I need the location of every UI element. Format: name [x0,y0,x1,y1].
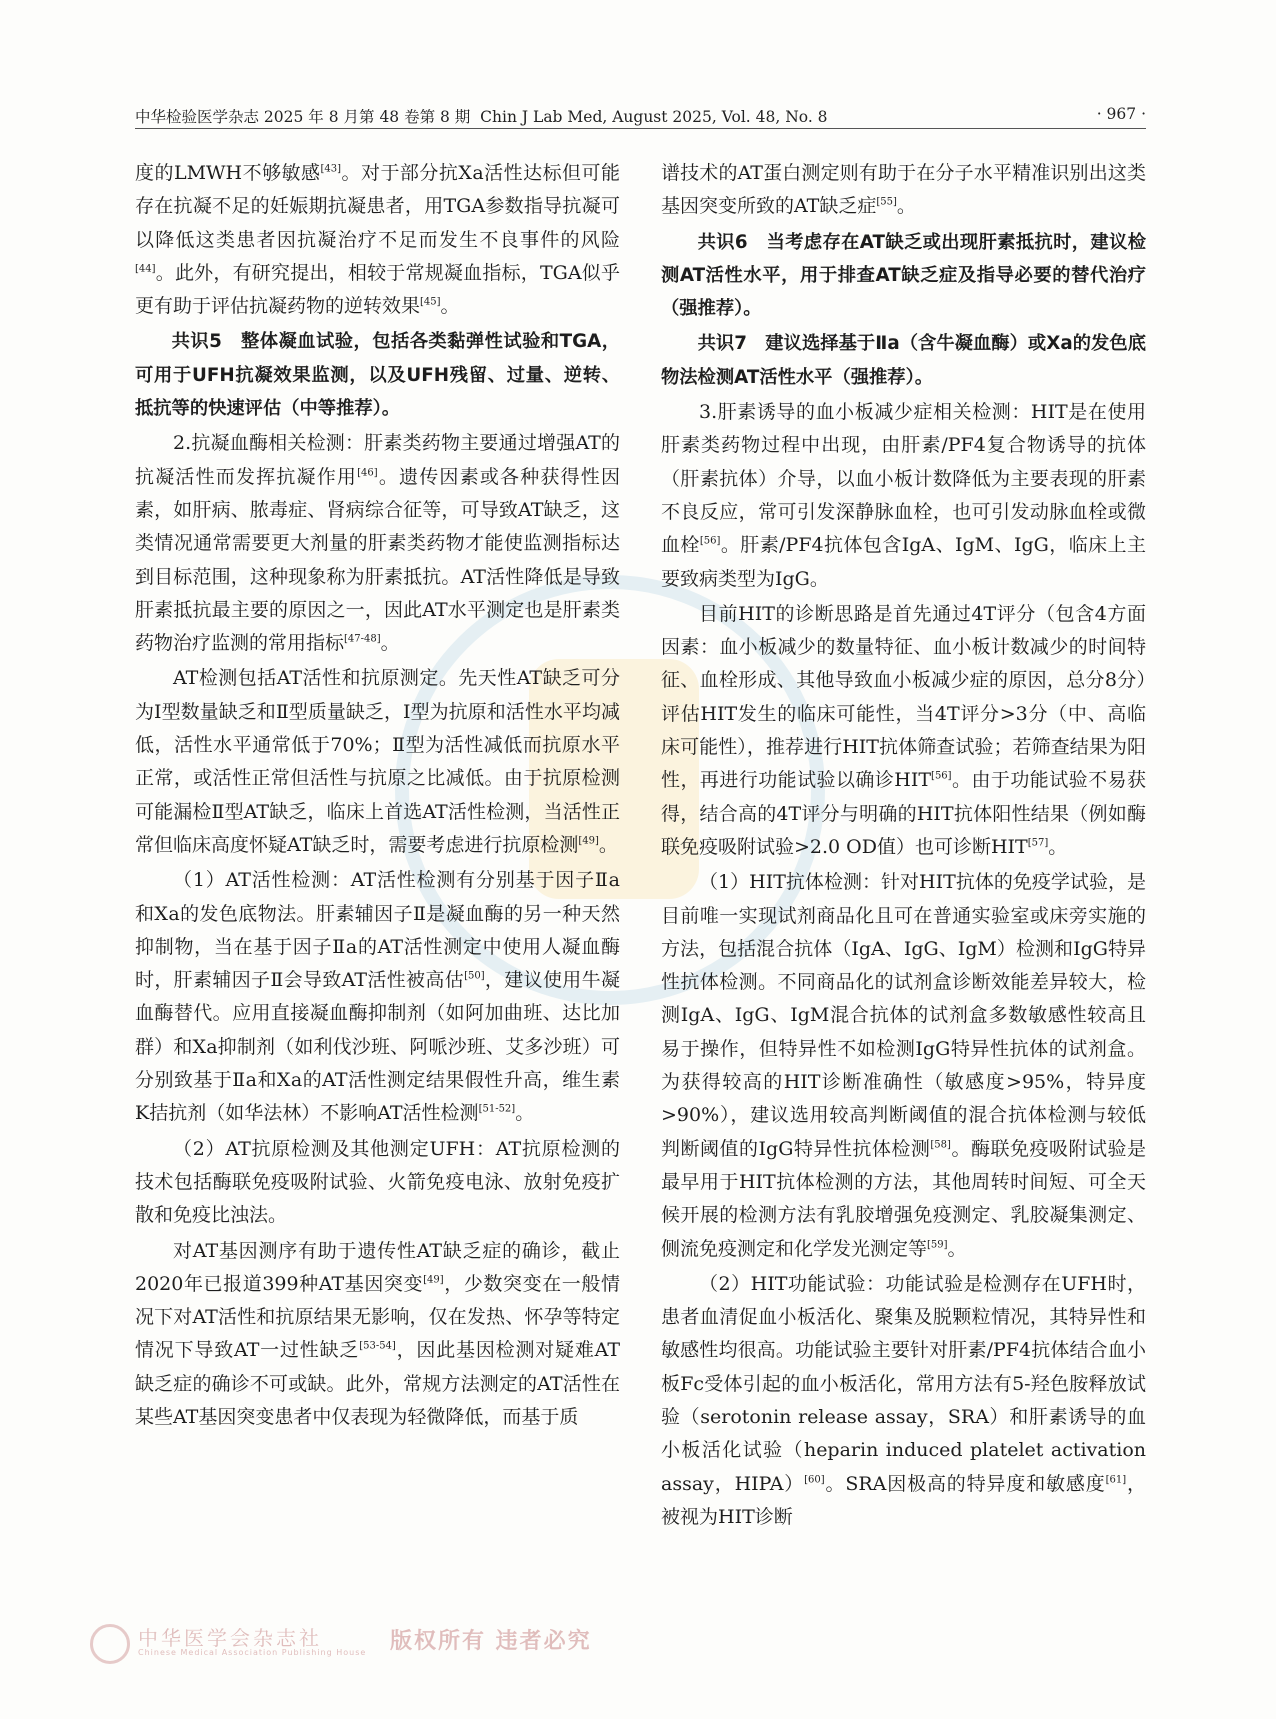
paragraph: 对AT基因测序有助于遗传性AT缺乏症的确诊，截止2020年已报道399种AT基因突变[49]，少数突变在一般情况下对AT活性和抗原结果无影响，仅在发热、怀孕等特定情况下导致AT一过性缺乏[53-54]，因此基因检测对疑难AT缺乏症的确诊不可或缺。此外，常规方法测定的AT活性在某些AT基因突变患者中仅表现为轻微降低，而基于质 [135,1239,621,1428]
paragraph: （1）AT活性检测：AT活性检测有分别基于因子Ⅱa和Ⅹa的发色底物法。肝素辅因子Ⅱ是凝血酶的另一种天然抑制物，当在基于因子Ⅱa的AT活性测定中使用人凝血酶时，肝素辅因子Ⅱ会导致AT活性被高估[50]，建议使用牛凝血酶替代。应用直接凝血酶抑制剂（如阿加曲班、达比加群）和Ⅹa抑制剂（如利伐沙班、阿哌沙班、艾多沙班）可分别致基于Ⅱa和Ⅹa的AT活性测定结果假性升高，维生素K拮抗剂（如华法林）不影响AT活性检测[51-52]。 [135,869,620,1125]
consensus-7: 共识7 建议选择基于Ⅱa（含牛凝血酶）或Ⅹa的发色底物法检测AT活性水平（强推荐）。 [661,333,1146,388]
citation: [44] [135,263,156,275]
paragraph: 3.肝素诱导的血小板减少症相关检测：HIT是在使用肝素类药物过程中出现，由肝素/PF4复合物诱导的抗体（肝素抗体）介导，以血小板计数降低为主要表现的肝素不良反应，常可引发深静脉血栓，也可引发动脉血栓或微血栓[56]。肝素/PF4抗体包含IgA、IgM、IgG，临床上主要致病类型为IgG。 [661,401,1146,590]
citation: [56] [699,535,721,547]
page-number: · 967 · [1096,105,1146,123]
citation: [49] [578,835,599,847]
citation: [58] [930,1139,951,1151]
paragraph: AT检测包括AT活性和抗原测定。先天性AT缺乏可分为Ⅰ型数量缺乏和Ⅱ型质量缺乏，Ⅰ型为抗原和活性水平均减低，活性水平通常低于70%；Ⅱ型为活性减低而抗原水平正常，或活性正常但活性与抗原之比减低。由于抗原检测可能漏检Ⅱ型AT缺乏，临床上首选AT活性检测，当活性正常但临床高度怀疑AT缺乏时，需要考虑进行抗原检测[49]。 [135,667,620,856]
paragraph: 度的LMWH不够敏感[43]。对于部分抗Ⅹa活性达标但可能存在抗凝不足的妊娠期抗凝患者，用TGA参数指导抗凝可以降低这类患者因抗凝治疗不足而发生不良事件的风险[44]。此外，有研究提出，相较于常规凝血指标，TGA似乎更有助于评估抗凝药物的逆转效果[45]。 [135,162,621,318]
citation: [46] [357,467,378,479]
publisher-watermark [90,1620,610,1668]
paragraph: （1）HIT抗体检测：针对HIT抗体的免疫学试验，是目前唯一实现试剂商品化且可在普通实验室或床旁实施的方法，包括混合抗体（IgA、IgG、IgM）检测和IgG特异性抗体检测。不同商品化的试剂盒诊断效能差异较大，检测IgA、IgG、IgM混合抗体的试剂盒多数敏感性较高且易于操作，但特异性不如检测IgG特异性抗体的试剂盒。为获得较高的HIT诊断准确性（敏感度>95%，特异度>90%），建议选用较高判断阈值的混合抗体检测与较低判断阈值的IgG特异性抗体检测[58]。酶联免疫吸附试验是最早用于HIT抗体检测的方法，其他周转时间短、可全天候开展的检测方法有乳胶增强免疫测定、乳胶凝集测定、侧流免疫测定和化学发光测定等[59]。 [661,871,1146,1260]
citation: [50] [464,970,485,982]
publisher-logo-icon [90,1624,130,1664]
citation: [53-54] [359,1341,396,1353]
citation: [60] [804,1474,825,1486]
right-column [661,157,1146,1534]
journal-cn: 中华检验医学杂志 2025 年 8 月第 48 卷第 8 期 [135,108,471,126]
journal-info [135,105,828,127]
consensus-6: 共识6 当考虑存在AT缺乏或出现肝素抵抗时，建议检测AT活性水平，用于排查AT缺乏症及指导必要的替代治疗（强推荐）。 [661,231,1146,320]
citation: [45] [420,296,441,308]
consensus-5: 共识5 整体凝血试验，包括各类黏弹性试验和TGA，可用于UFH抗凝效果监测，以及UFH残留、过量、逆转、抵抗等的快速评估（中等推荐）。 [135,331,620,420]
paragraph: 谱技术的AT蛋白测定则有助于在分子水平精准识别出这类基因突变所致的AT缺乏症[55]。 [661,162,1146,218]
citation: [57] [1027,837,1049,849]
copyright-slogan: 版权所有 违者必究 [390,1629,592,1654]
paragraph: 目前HIT的诊断思路是首先通过4T评分（包含4方面因素：血小板减少的数量特征、血小板计数减少的时间特征、血栓形成、其他导致血小板减少症的原因，总分8分）评估HIT发生的临床可能性，当4T评分>3分（中、高临床可能性），推荐进行HIT抗体筛查试验；若筛查结果为阳性，再进行功能试验以确诊HIT[56]。由于功能试验不易获得，结合高的4T评分与明确的HIT抗体阳性结果（例如酶联免疫吸附试验>2.0 OD值）也可诊断HIT[57]。 [661,602,1146,858]
citation: [55] [876,196,897,208]
citation: [51-52] [478,1103,516,1115]
paragraph: （2）HIT功能试验：功能试验是检测存在UFH时，患者血清促血小板活化、聚集及脱颗粒情况，其特异性和敏感性均很高。功能试验主要针对肝素/PF4抗体结合血小板Fc受体引起的血小板活化，常用方法有5-羟色胺释放试验（serotonin release assay，SRA）和肝素诱导的血小板活化试验（heparin induced platelet activation assay，HIPA）[60]。SRA因极高的特异度和敏感度[61]，被视为HIT诊断 [661,1272,1146,1528]
citation: [61] [1105,1474,1127,1486]
publisher-name: 中华医学会杂志社 [138,1626,322,1650]
citation: [56] [931,771,952,783]
citation: [47-48] [344,633,381,645]
left-column [135,157,620,1434]
publisher-name-en: Chinese Medical Association Publishing House [138,1648,367,1657]
running-header [135,102,1146,129]
citation: [43] [320,163,342,175]
citation: [49] [423,1274,444,1286]
journal-en: Chin J Lab Med, August 2025, Vol. 48, No. 8 [480,108,828,126]
paragraph: 2.抗凝血酶相关检测：肝素类药物主要通过增强AT的抗凝活性而发挥抗凝作用[46]。遗传因素或各种获得性因素，如肝病、脓毒症、肾病综合征等，可导致AT缺乏，这类情况通常需要更大剂量的肝素类药物才能使监测指标达到目标范围，这种现象称为肝素抵抗。AT活性降低是导致肝素抵抗最主要的原因之一，因此AT水平测定也是肝素类药物治疗监测的常用指标[47-48]。 [135,432,620,655]
paragraph: （2）AT抗原检测及其他测定UFH：AT抗原检测的技术包括酶联免疫吸附试验、火箭免疫电泳、放射免疫扩散和免疫比浊法。 [135,1137,620,1227]
citation: [59] [927,1239,948,1251]
